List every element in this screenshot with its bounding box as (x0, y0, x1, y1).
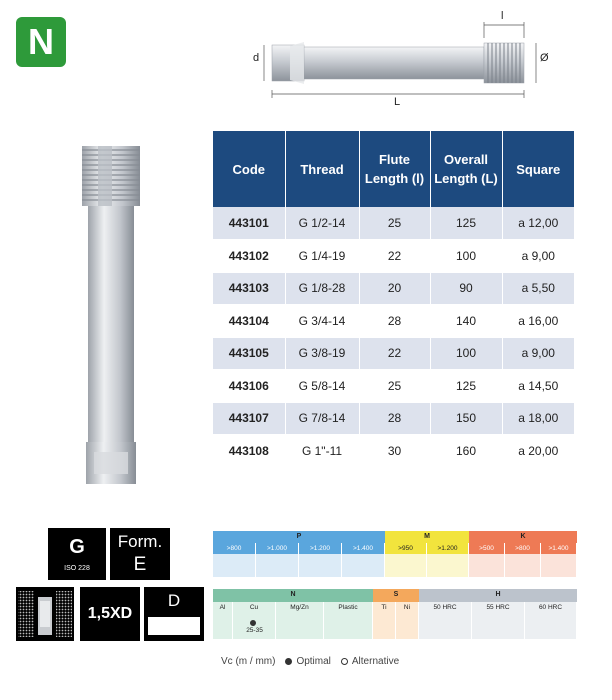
cell-overall-length: 90 (430, 272, 502, 305)
material-cell (342, 554, 385, 577)
cell-overall-length: 140 (430, 305, 502, 338)
tolerance-label: D (167, 591, 181, 610)
form-box (110, 528, 170, 580)
subheader: Mg/Zn (276, 602, 324, 615)
subheader: >1.400 (541, 543, 577, 554)
group-k-header: K (469, 531, 577, 543)
cell-thread: G 3/4-14 (285, 305, 359, 338)
material-cell (427, 554, 469, 577)
subheader: Ni (396, 602, 419, 615)
legend-alternative-label: Alternative (351, 656, 400, 667)
material-cell (373, 615, 396, 639)
cell-square: a 18,00 (502, 402, 574, 435)
table-row (213, 305, 574, 338)
material-cell (299, 554, 342, 577)
cell-thread: G 7/8-14 (285, 402, 359, 435)
cell-square: a 12,00 (502, 207, 574, 240)
tap-product-image (76, 140, 146, 490)
col-header-flute-length: Flute Length (l) (359, 131, 430, 207)
cell-thread: G 1/2-14 (285, 207, 359, 240)
cell-overall-length: 150 (430, 402, 502, 435)
subheader: >1.000 (256, 543, 299, 554)
cell-flute-length: 25 (359, 207, 430, 240)
cell-square: a 20,00 (502, 435, 574, 468)
iso-standard: ISO 228 (64, 565, 90, 572)
cell-code: 443105 (213, 337, 285, 370)
cell-code: 443104 (213, 305, 285, 338)
cell-thread: G 5/8-14 (285, 370, 359, 403)
dim-l-label: l (501, 10, 504, 22)
material-cell (213, 554, 256, 577)
optimal-dot-icon (250, 620, 256, 626)
col-header-overall-length: Overall Length (L) (430, 131, 502, 207)
subheader: 55 HRC (472, 602, 525, 615)
dim-diameter-label: Ø (540, 52, 549, 64)
tolerance-field (148, 617, 200, 635)
subheader: >800 (505, 543, 541, 554)
cell-overall-length: 125 (430, 207, 502, 240)
cell-overall-length: 125 (430, 370, 502, 403)
table-row (213, 240, 574, 273)
dim-d-label: d (253, 52, 260, 64)
cell-flute-length: 25 (359, 370, 430, 403)
cell-code: 443102 (213, 240, 285, 273)
thread-standard-box (48, 528, 106, 580)
cell-code: 443108 (213, 435, 285, 468)
legend-optimal-label: Optimal (296, 656, 331, 667)
subheader: 60 HRC (525, 602, 577, 615)
material-cell-cu (233, 615, 276, 639)
chamfer-icon (16, 587, 74, 641)
subheader: >1.400 (342, 543, 385, 554)
material-cell (385, 554, 427, 577)
cell-code: 443107 (213, 402, 285, 435)
cell-thread: G 1"-11 (285, 435, 359, 468)
cell-flute-length: 20 (359, 272, 430, 305)
cell-square: a 9,00 (502, 240, 574, 273)
material-cell (505, 554, 541, 577)
subheader: Plastic (324, 602, 373, 615)
cell-code: 443106 (213, 370, 285, 403)
cell-overall-length: 160 (430, 435, 502, 468)
form-value: E (133, 554, 147, 575)
tap-dimension-drawing (250, 10, 560, 110)
depth-ratio-box: 1,5XD (80, 587, 140, 641)
subheader: Cu (233, 602, 276, 615)
cell-square: a 9,00 (502, 337, 574, 370)
material-cell (541, 554, 577, 577)
material-cell (324, 615, 373, 639)
table-row (213, 435, 574, 468)
legend (221, 656, 399, 667)
subheader: >950 (385, 543, 427, 554)
cell-square: a 14,50 (502, 370, 574, 403)
cu-speed: 25-35 (246, 627, 263, 634)
category-badge: N (16, 17, 66, 67)
tolerance-box (144, 587, 204, 641)
subheader: 50 HRC (419, 602, 472, 615)
thread-type: G (69, 536, 85, 558)
cell-code: 443103 (213, 272, 285, 305)
cell-square: a 5,50 (502, 272, 574, 305)
material-table-top (213, 531, 577, 577)
cell-thread: G 1/8-28 (285, 272, 359, 305)
material-cell (396, 615, 419, 639)
hollow-dot-icon (341, 658, 348, 665)
cell-overall-length: 100 (430, 337, 502, 370)
form-label: Form. (117, 532, 163, 551)
material-cell (419, 615, 472, 639)
subheader: >1.200 (427, 543, 469, 554)
material-cell (525, 615, 577, 639)
subheader: Ti (373, 602, 396, 615)
cell-flute-length: 30 (359, 435, 430, 468)
col-header-square: Square (502, 131, 574, 207)
legend-alternative (341, 656, 399, 667)
material-cell (276, 615, 324, 639)
subheader: Al (213, 602, 233, 615)
cell-thread: G 3/8-19 (285, 337, 359, 370)
legend-vc: Vc (m / mm) (221, 656, 276, 667)
table-row (213, 207, 574, 240)
cell-flute-length: 22 (359, 240, 430, 273)
material-cell (213, 615, 233, 639)
cell-flute-length: 22 (359, 337, 430, 370)
cell-flute-length: 28 (359, 305, 430, 338)
subheader: >800 (213, 543, 256, 554)
subheader: >1.200 (299, 543, 342, 554)
cell-flute-length: 28 (359, 402, 430, 435)
group-m-header: M (385, 531, 469, 543)
table-row (213, 272, 574, 305)
material-cell (256, 554, 299, 577)
subheader: >500 (469, 543, 505, 554)
cell-overall-length: 100 (430, 240, 502, 273)
material-table-bottom (213, 589, 577, 639)
group-s-header: S (373, 589, 419, 602)
cell-square: a 16,00 (502, 305, 574, 338)
dim-overall-label: L (394, 96, 401, 108)
table-row (213, 337, 574, 370)
group-n-header: N (213, 589, 373, 602)
table-row (213, 402, 574, 435)
material-cell (472, 615, 525, 639)
chamfer-image-box (16, 587, 74, 641)
group-p-header: P (213, 531, 385, 543)
cell-code: 443101 (213, 207, 285, 240)
col-header-thread: Thread (285, 131, 359, 207)
legend-optimal (285, 656, 330, 667)
col-header-code: Code (213, 131, 285, 207)
group-h-header: H (419, 589, 577, 602)
material-cell (469, 554, 505, 577)
spec-table (213, 131, 574, 468)
filled-dot-icon (285, 658, 292, 665)
table-row (213, 370, 574, 403)
cell-thread: G 1/4-19 (285, 240, 359, 273)
